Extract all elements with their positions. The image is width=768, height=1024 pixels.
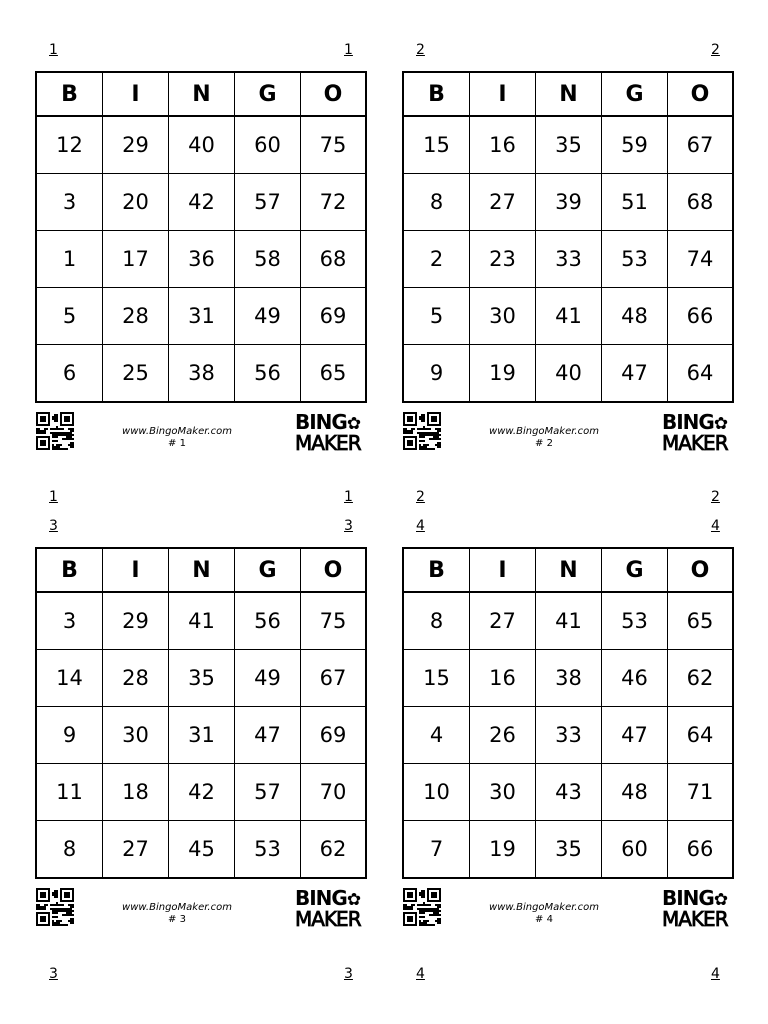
bingo-number-cell: 47 [235,707,301,764]
bingo-number-cell: 3 [37,174,103,231]
bingo-number-cell: 5 [404,288,470,345]
bingo-number-cell: 56 [235,345,301,401]
bingo-number-cell: 40 [169,117,235,174]
card-number-label-left: 2 [416,42,425,58]
bingo-number-cell: 20 [103,174,169,231]
bingo-card-grid [402,71,734,403]
bingo-number-cell: 53 [602,231,668,288]
bingo-number-cell: 2 [404,231,470,288]
bingo-number-cell: 65 [668,593,732,650]
bingo-number-cell: 27 [470,174,536,231]
bingo-number-cell: 72 [301,174,365,231]
card-number-label-right: 4 [711,966,720,982]
column-header-b: B [37,73,103,117]
bingo-number-cell: 31 [169,288,235,345]
bingo-number-cell: 57 [235,764,301,821]
bingo-number-cell: 26 [470,707,536,764]
card-number-label-left: 3 [49,518,58,534]
bingo-number-cell: 30 [470,764,536,821]
logo-text-top: BING✿ [295,410,361,434]
bingo-number-cell: 5 [37,288,103,345]
bingo-number-cell: 49 [235,288,301,345]
bingo-number-cell: 30 [470,288,536,345]
column-header-g: G [235,549,301,593]
bingo-number-cell: 35 [536,117,602,174]
column-header-o: O [668,549,732,593]
bingo-number-cell: 74 [668,231,732,288]
card-number-label-right: 2 [711,42,720,58]
site-url: www.BingoMaker.com # 3 [87,902,267,926]
bingo-number-cell: 41 [536,593,602,650]
bingo-number-cell: 60 [235,117,301,174]
bingo-number-cell: 35 [536,821,602,877]
bingo-card-grid [35,71,367,403]
bingo-number-cell: 30 [103,707,169,764]
column-header-o: O [301,549,365,593]
bingo-number-cell: 75 [301,117,365,174]
card-footer-number: # 4 [535,914,553,925]
bingo-number-cell: 29 [103,593,169,650]
bingo-number-cell: 11 [37,764,103,821]
bingo-card-grid [35,547,367,879]
column-header-n: N [169,73,235,117]
bingo-number-cell: 69 [301,707,365,764]
logo-text-top: BING✿ [662,886,728,910]
bingo-number-cell: 27 [470,593,536,650]
bingo-number-cell: 64 [668,707,732,764]
logo-text-bottom: MAKER [295,907,361,931]
logo-text-bottom: MAKER [662,431,728,455]
column-header-b: B [404,73,470,117]
column-header-n: N [536,73,602,117]
qr-code-icon [403,888,441,926]
bingo-number-cell: 47 [602,707,668,764]
gear-icon: ✿ [713,414,728,434]
bingo-number-cell: 4 [404,707,470,764]
logo-text-bottom: MAKER [295,431,361,455]
bingo-number-cell: 16 [470,650,536,707]
column-header-n: N [169,549,235,593]
column-header-o: O [668,73,732,117]
card-number-label-left: 4 [416,518,425,534]
bingo-number-cell: 23 [470,231,536,288]
bingo-number-cell: 41 [536,288,602,345]
bingo-number-cell: 48 [602,764,668,821]
bingo-number-cell: 47 [602,345,668,401]
bingo-number-cell: 68 [668,174,732,231]
bingo-number-cell: 3 [37,593,103,650]
column-header-i: I [103,549,169,593]
logo-text-bottom: MAKER [662,907,728,931]
bingo-number-cell: 65 [319,361,347,385]
column-header-g: G [235,73,301,117]
bingo-number-cell: 19 [470,821,536,877]
bingo-number-cell: 19 [470,345,536,401]
column-header-b: B [404,549,470,593]
card-number-label-right: 3 [344,966,353,982]
bingo-number-cell: 51 [602,174,668,231]
gear-icon: ✿ [346,890,361,910]
gear-icon: ✿ [713,890,728,910]
bingo-number-cell: 42 [169,764,235,821]
column-header-i: I [470,549,536,593]
bingo-number-cell: 15 [404,117,470,174]
bingo-number-cell: 60 [602,821,668,877]
qr-code-icon [403,412,441,450]
qr-code-icon [36,888,74,926]
card-footer-number: # 3 [168,914,186,925]
bingo-number-cell: 43 [536,764,602,821]
bingo-number-cell: 29 [103,117,169,174]
card-number-label-left: 1 [49,489,58,505]
bingo-number-cell: 58 [235,231,301,288]
bingo-number-cell: 9 [37,707,103,764]
bingo-number-cell: 7 [404,821,470,877]
card-footer-number: # 1 [168,438,186,449]
bingo-number-cell: 56 [235,593,301,650]
bingo-number-cell: 31 [169,707,235,764]
logo-text-top: BING✿ [662,410,728,434]
column-header-o: O [301,73,365,117]
bingo-number-cell: 12 [37,117,103,174]
card-footer-number: # 2 [535,438,553,449]
column-header-g: G [602,73,668,117]
card-number-label-right: 1 [344,42,353,58]
bingo-number-cell: 15 [404,650,470,707]
bingo-number-cell: 40 [536,345,602,401]
column-header-g: G [602,549,668,593]
card-number-label-right: 1 [344,489,353,505]
site-url: www.BingoMaker.com # 2 [454,426,634,450]
bingo-number-cell: 18 [103,764,169,821]
bingo-number-cell: 69 [301,288,365,345]
bingo-number-cell: 28 [103,288,169,345]
bingo-number-cell: 6 [37,345,103,401]
qr-code-icon [36,412,74,450]
bingo-number-cell: 62 [668,650,732,707]
bingomaker-logo [295,410,369,455]
bingo-number-cell: 16 [470,117,536,174]
card-number-label-right: 4 [711,518,720,534]
bingo-number-cell: 38 [169,345,235,401]
bingo-number-cell: 17 [103,231,169,288]
bingo-number-cell: 25 [103,345,169,401]
card-number-label-right: 2 [711,489,720,505]
column-header-b: B [37,549,103,593]
bingo-number-cell: 64 [686,361,714,385]
bingo-number-cell: 8 [404,593,470,650]
bingo-number-cell: 33 [536,231,602,288]
bingo-card-grid [402,547,734,879]
bingo-number-cell: 53 [602,593,668,650]
bingomaker-logo [662,410,736,455]
bingomaker-logo [295,886,369,931]
site-url: www.BingoMaker.com # 1 [87,426,267,450]
bingo-number-cell: 1 [37,231,103,288]
bingo-number-cell: 35 [169,650,235,707]
bingo-number-cell: 8 [404,174,470,231]
bingo-number-cell: 48 [602,288,668,345]
bingo-number-cell: 14 [37,650,103,707]
column-header-n: N [536,549,602,593]
bingo-number-cell: 53 [235,821,301,877]
card-number-label-right: 3 [344,518,353,534]
bingo-number-cell: 67 [301,650,365,707]
bingo-number-cell: 45 [169,821,235,877]
bingo-number-cell: 38 [536,650,602,707]
bingo-number-cell: 71 [668,764,732,821]
card-number-label-left: 3 [49,966,58,982]
bingo-number-cell: 68 [301,231,365,288]
bingo-number-cell: 28 [103,650,169,707]
bingo-number-cell: 46 [602,650,668,707]
gear-icon: ✿ [346,414,361,434]
column-header-i: I [103,73,169,117]
bingo-number-cell: 8 [37,821,103,877]
bingo-number-cell: 39 [536,174,602,231]
bingo-number-cell: 33 [536,707,602,764]
bingo-number-cell: 62 [319,837,347,861]
card-number-label-left: 1 [49,42,58,58]
column-header-i: I [470,73,536,117]
site-url: www.BingoMaker.com # 4 [454,902,634,926]
bingo-number-cell: 75 [301,593,365,650]
bingo-number-cell: 27 [103,821,169,877]
bingo-number-cell: 66 [668,288,732,345]
card-number-label-left: 4 [416,966,425,982]
bingo-number-cell: 49 [235,650,301,707]
card-number-label-left: 2 [416,489,425,505]
bingomaker-logo [662,886,736,931]
bingo-number-cell: 57 [235,174,301,231]
bingo-number-cell: 70 [301,764,365,821]
bingo-number-cell: 9 [404,345,470,401]
bingo-number-cell: 67 [668,117,732,174]
logo-text-top: BING✿ [295,886,361,910]
bingo-number-cell: 59 [602,117,668,174]
bingo-number-cell: 36 [169,231,235,288]
bingo-number-cell: 42 [169,174,235,231]
bingo-number-cell: 10 [404,764,470,821]
bingo-number-cell: 66 [686,837,714,861]
bingo-number-cell: 41 [169,593,235,650]
